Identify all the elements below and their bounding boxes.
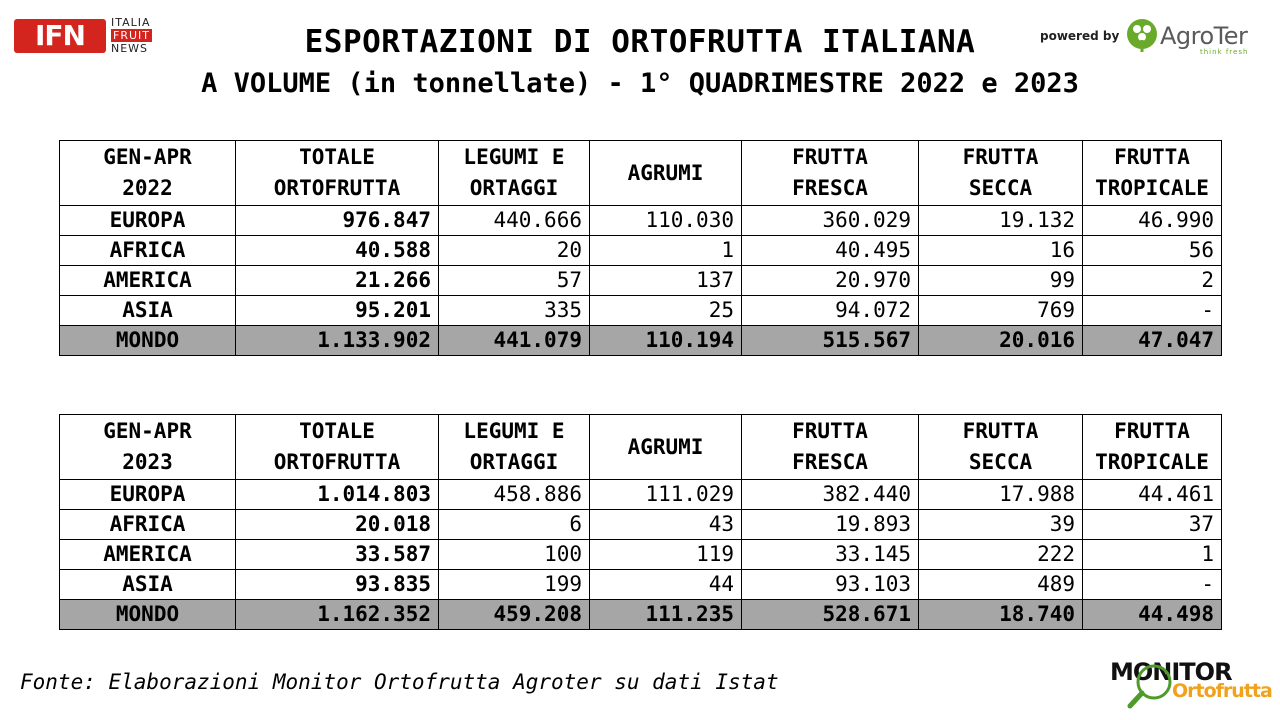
cell-fresca: 93.103	[742, 570, 919, 600]
cell-fresca: 382.440	[742, 480, 919, 510]
cell-secca: 769	[919, 296, 1083, 326]
cell-legumi: 100	[439, 540, 590, 570]
header-legumi-ortaggi: LEGUMI E ORTAGGI	[439, 141, 590, 206]
header-frutta-fresca: FRUTTA FRESCA	[742, 415, 919, 480]
table-row	[60, 480, 1222, 510]
monitor-ortofrutta-logo	[1110, 658, 1272, 708]
header-frutta-tropicale: FRUTTA TROPICALE	[1083, 141, 1222, 206]
export-table-2022	[59, 140, 1222, 356]
cell-fresca: 20.970	[742, 266, 919, 296]
table-row	[60, 570, 1222, 600]
row-area: EUROPA	[60, 480, 236, 510]
cell-tropicale: 44.498	[1083, 600, 1222, 630]
cell-secca: 20.016	[919, 326, 1083, 356]
cell-totale: 976.847	[236, 206, 439, 236]
cell-agrumi: 137	[590, 266, 742, 296]
cell-legumi: 6	[439, 510, 590, 540]
export-table-2023	[59, 414, 1222, 630]
header-frutta-secca: FRUTTA SECCA	[919, 141, 1083, 206]
cell-agrumi: 110.030	[590, 206, 742, 236]
header-frutta-tropicale: FRUTTA TROPICALE	[1083, 415, 1222, 480]
row-area: AFRICA	[60, 510, 236, 540]
cell-totale: 1.133.902	[236, 326, 439, 356]
cell-secca: 19.132	[919, 206, 1083, 236]
cell-tropicale: -	[1083, 570, 1222, 600]
cell-secca: 16	[919, 236, 1083, 266]
cell-totale: 1.162.352	[236, 600, 439, 630]
cell-legumi: 57	[439, 266, 590, 296]
cell-totale: 20.018	[236, 510, 439, 540]
table-header-row	[60, 415, 1222, 480]
cell-legumi: 440.666	[439, 206, 590, 236]
cell-agrumi: 43	[590, 510, 742, 540]
table-total-row	[60, 326, 1222, 356]
header-period: GEN-APR 2023	[60, 415, 236, 480]
cell-secca: 18.740	[919, 600, 1083, 630]
cell-totale: 93.835	[236, 570, 439, 600]
table-row	[60, 266, 1222, 296]
cell-fresca: 360.029	[742, 206, 919, 236]
cell-tropicale: 37	[1083, 510, 1222, 540]
cell-secca: 222	[919, 540, 1083, 570]
cell-legumi: 20	[439, 236, 590, 266]
header-agrumi: AGRUMI	[590, 415, 742, 480]
table-total-row	[60, 600, 1222, 630]
cell-fresca: 528.671	[742, 600, 919, 630]
cell-tropicale: 56	[1083, 236, 1222, 266]
cell-tropicale: 46.990	[1083, 206, 1222, 236]
monitor-word: MONITOR	[1110, 658, 1232, 686]
header-frutta-secca: FRUTTA SECCA	[919, 415, 1083, 480]
row-area: AMERICA	[60, 266, 236, 296]
page-subtitle: A VOLUME (in tonnellate) - 1° QUADRIMESTRE 2022 e 2023	[201, 68, 1079, 99]
cell-totale: 21.266	[236, 266, 439, 296]
table-row	[60, 236, 1222, 266]
cell-totale: 40.588	[236, 236, 439, 266]
page-title: ESPORTAZIONI DI ORTOFRUTTA ITALIANA	[304, 24, 976, 60]
ifn-word-news: NEWS	[111, 42, 149, 55]
cell-legumi: 459.208	[439, 600, 590, 630]
row-area: MONDO	[60, 326, 236, 356]
cell-secca: 99	[919, 266, 1083, 296]
ifn-word-italia: ITALIA	[111, 16, 151, 29]
cell-agrumi: 119	[590, 540, 742, 570]
table-row	[60, 296, 1222, 326]
cell-tropicale: 47.047	[1083, 326, 1222, 356]
cell-tropicale: 44.461	[1083, 480, 1222, 510]
cell-legumi: 335	[439, 296, 590, 326]
cell-legumi: 458.886	[439, 480, 590, 510]
cell-agrumi: 111.029	[590, 480, 742, 510]
cell-secca: 39	[919, 510, 1083, 540]
table-row	[60, 540, 1222, 570]
agroter-logo	[1126, 16, 1256, 56]
header-totale-ortofrutta: TOTALE ORTOFRUTTA	[236, 415, 439, 480]
ifn-logo-mark: IFN	[14, 19, 106, 53]
source-note: Fonte: Elaborazioni Monitor Ortofrutta Agroter su dati Istat	[20, 670, 779, 694]
cell-totale: 33.587	[236, 540, 439, 570]
header-legumi-ortaggi: LEGUMI E ORTAGGI	[439, 415, 590, 480]
cell-tropicale: 1	[1083, 540, 1222, 570]
agroter-tagline: think fresh	[1200, 48, 1249, 56]
ortofrutta-word: Ortofrutta	[1172, 680, 1272, 702]
row-area: AMERICA	[60, 540, 236, 570]
cell-fresca: 40.495	[742, 236, 919, 266]
cell-secca: 489	[919, 570, 1083, 600]
table-row	[60, 206, 1222, 236]
cell-fresca: 19.893	[742, 510, 919, 540]
row-area: ASIA	[60, 570, 236, 600]
cell-agrumi: 44	[590, 570, 742, 600]
header-period: GEN-APR 2022	[60, 141, 236, 206]
cell-agrumi: 25	[590, 296, 742, 326]
powered-by-label: powered by	[1040, 29, 1120, 43]
header-totale-ortofrutta: TOTALE ORTOFRUTTA	[236, 141, 439, 206]
agroter-leaf-icon	[1126, 18, 1160, 54]
cell-fresca: 33.145	[742, 540, 919, 570]
header-agrumi: AGRUMI	[590, 141, 742, 206]
cell-totale: 95.201	[236, 296, 439, 326]
ifn-word-fruit: FRUIT	[113, 29, 150, 42]
cell-legumi: 441.079	[439, 326, 590, 356]
cell-tropicale: 2	[1083, 266, 1222, 296]
cell-fresca: 94.072	[742, 296, 919, 326]
cell-tropicale: -	[1083, 296, 1222, 326]
cell-legumi: 199	[439, 570, 590, 600]
row-area: MONDO	[60, 600, 236, 630]
cell-fresca: 515.567	[742, 326, 919, 356]
table-header-row	[60, 141, 1222, 206]
table-row	[60, 510, 1222, 540]
cell-agrumi: 1	[590, 236, 742, 266]
agroter-name: AgroTer	[1160, 22, 1248, 50]
cell-totale: 1.014.803	[236, 480, 439, 510]
cell-agrumi: 110.194	[590, 326, 742, 356]
row-area: EUROPA	[60, 206, 236, 236]
cell-secca: 17.988	[919, 480, 1083, 510]
row-area: AFRICA	[60, 236, 236, 266]
cell-agrumi: 111.235	[590, 600, 742, 630]
header-frutta-fresca: FRUTTA FRESCA	[742, 141, 919, 206]
row-area: ASIA	[60, 296, 236, 326]
